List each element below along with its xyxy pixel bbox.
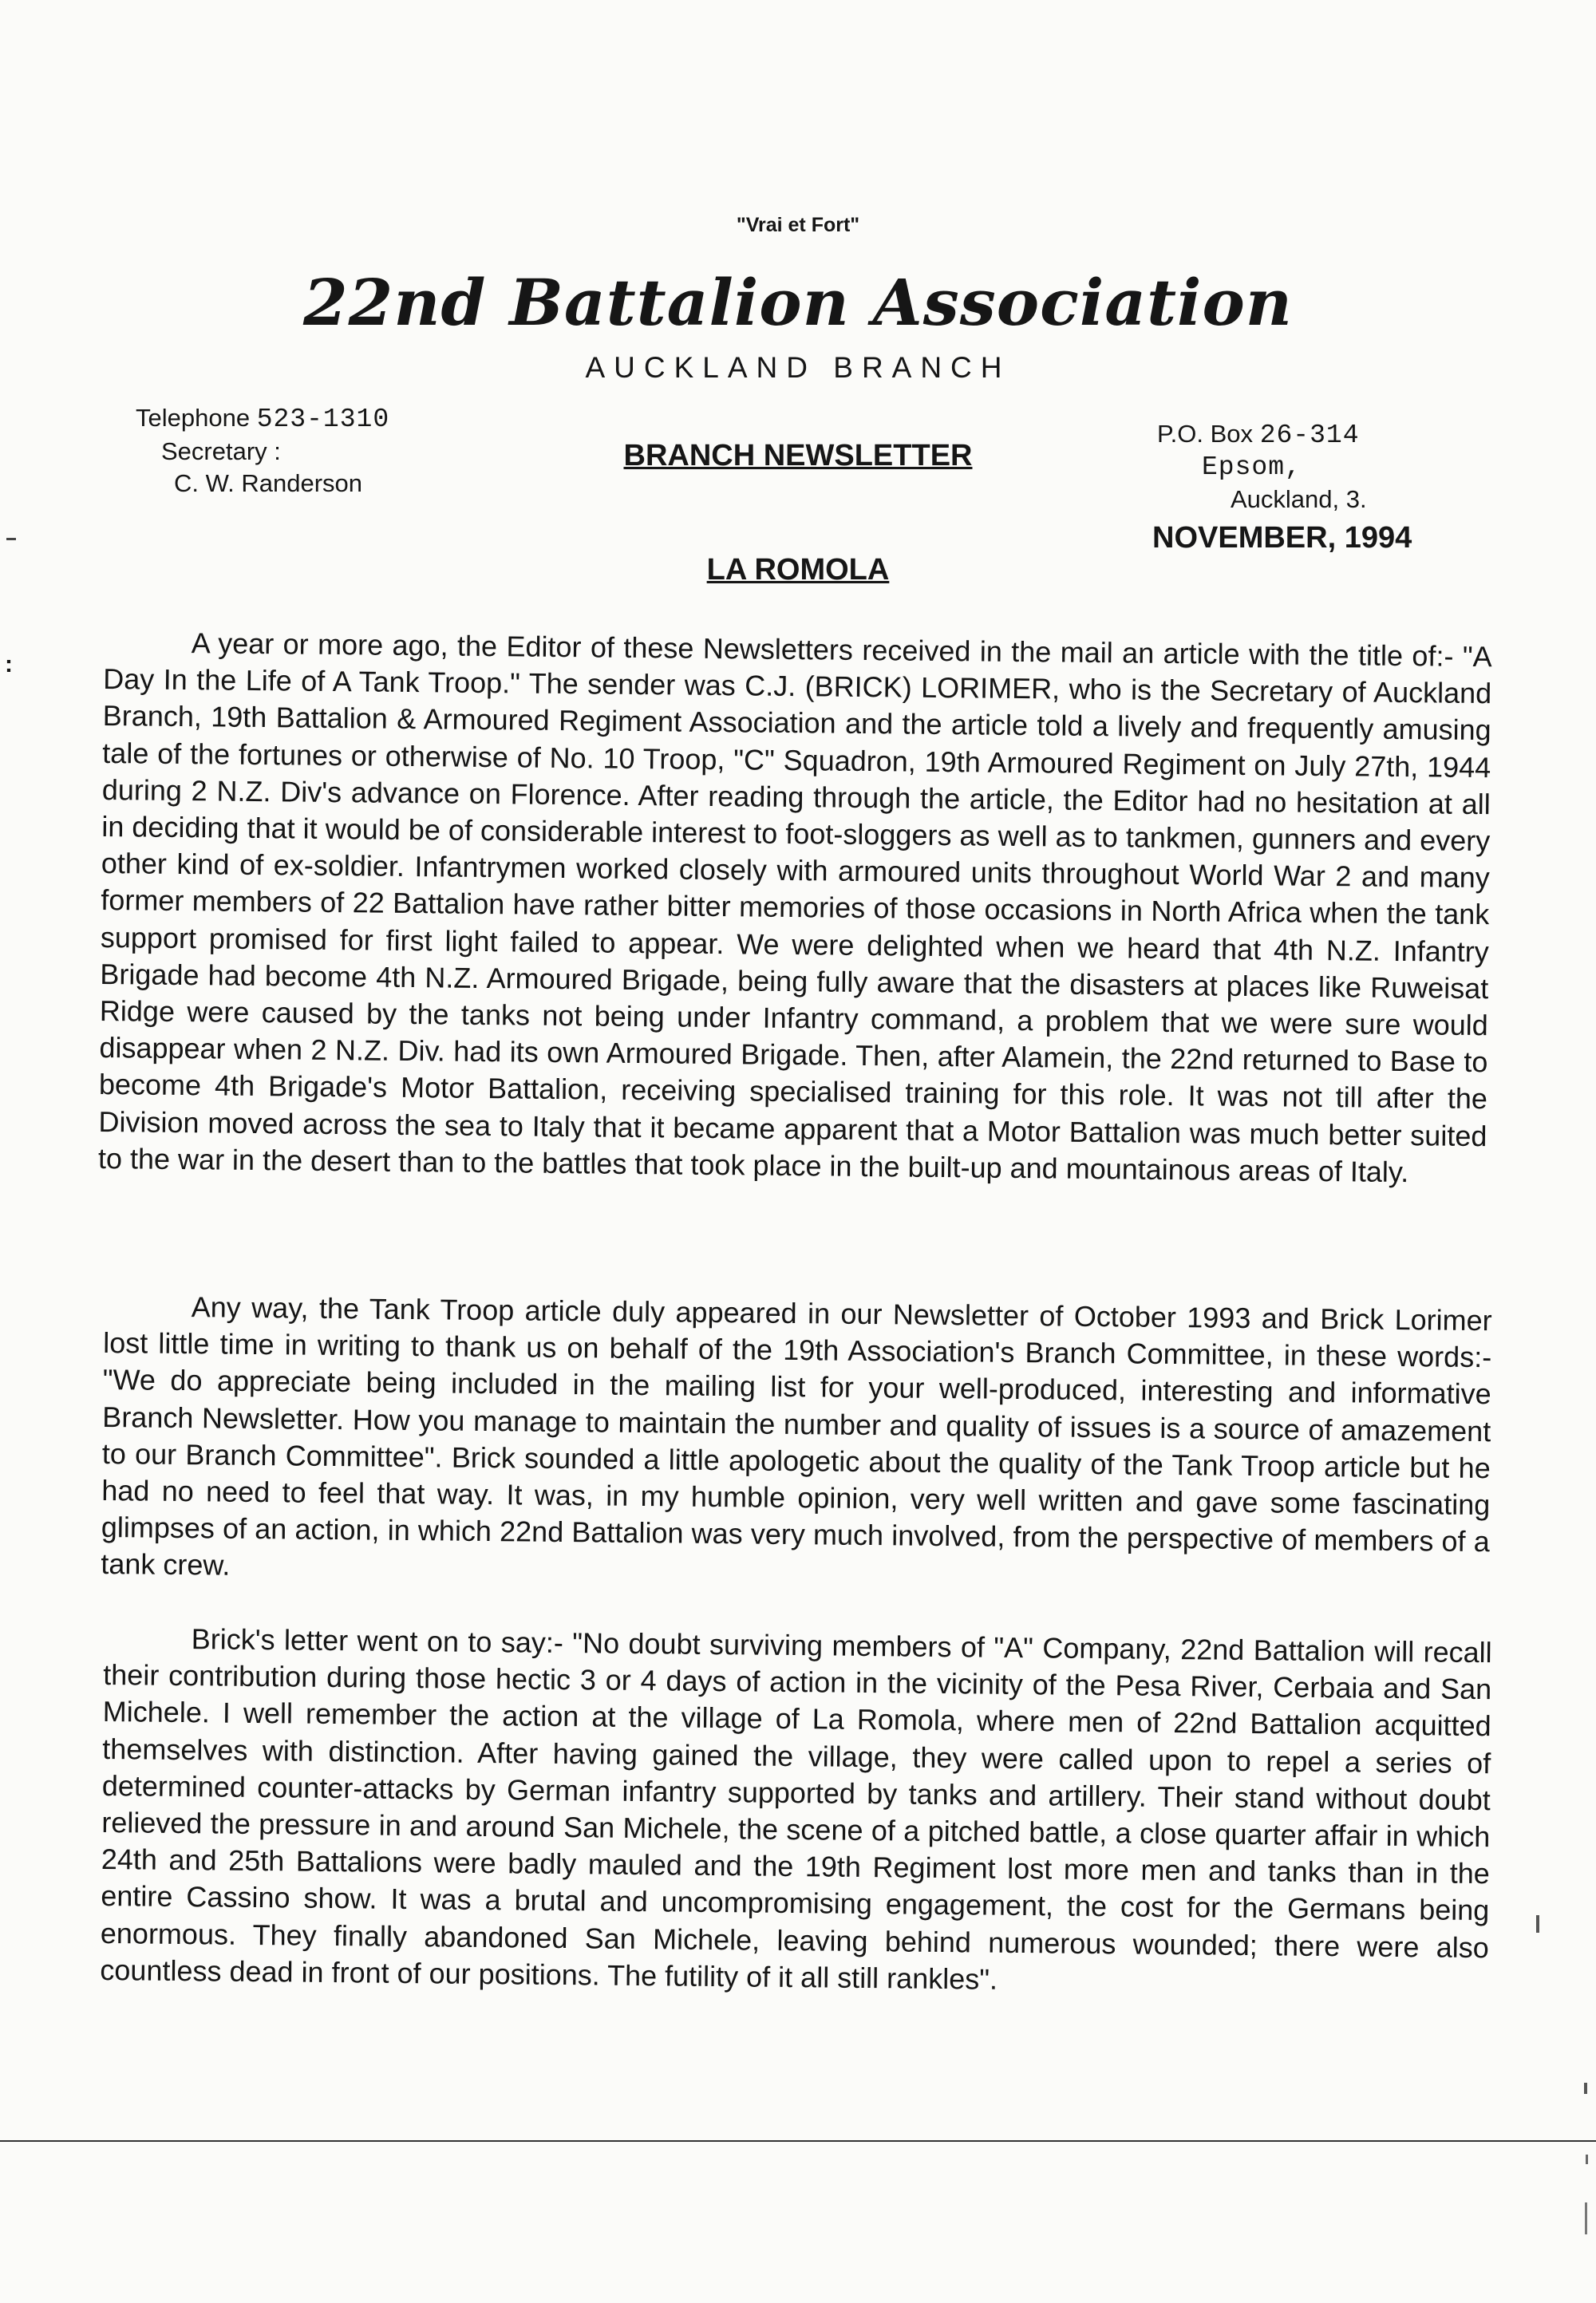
po-box-line xyxy=(1157,418,1367,452)
suburb: Epsom, xyxy=(1202,452,1302,482)
article-title: LA ROMOLA xyxy=(706,553,890,587)
po-box-number: 26-314 xyxy=(1259,421,1360,450)
po-box-label: P.O. Box xyxy=(1157,420,1254,448)
paragraph-text: Brick's letter went on to say:- "No doubt surviving members of "A" Company, 22nd Battalion will recall their contribution during those hectic 3 or 4 days of action in the vicinity of the Pesa River, Cerbaia and San Michele. I well remember the action at the village of La Romola, where men of 22nd Battalion acquitted themselves with distinction. After having gained the village, they were called upon to repel a series of determined counter-attacks by German infantry supported by tanks and artillery. Their stand without doubt relieved the pressure in and around San Michele, the scene of a pitched battle, a close quarter affair in which 24th and 25th Battalions were badly mauled and the 19th Regiment lost more men and tanks than in the entire Cassino show. It was a brutal and uncompromising engagement, the cost for the Germans being enormous. They finally abandoned San Michele, leaving behind numerous wounded; there were also countless dead in front of our positions. The futility of it all still rankles". xyxy=(100,1622,1492,1996)
scan-speck xyxy=(1584,2083,1587,2094)
motto: "Vrai et Fort" xyxy=(736,214,860,236)
scan-speck xyxy=(1536,1915,1539,1933)
city: Auckland, 3. xyxy=(1231,485,1367,513)
paragraph-text: Any way, the Tank Troop article duly appeared in our Newsletter of October 1993 and Brick Lorimer lost little time in writing to thank us on behalf of the 19th Association's Branch Committee, in these words:- "We do appreciate being included in the mailing list for your well-produced, interesting and informative Branch Newsletter. How you manage to maintain the number and quality of issues is a source of amazement to our Branch Committee". Brick sounded a little apologetic about the quality of the Tank Troop article but he had no need to feel that way. It was, in my humble opinion, very well written and gave some fascinating glimpses of an action, in which 22nd Battalion was very much involved, from the perspective of members of a tank crew. xyxy=(101,1290,1492,1582)
branch-name: AUCKLAND BRANCH xyxy=(585,351,1011,384)
issue-date: NOVEMBER, 1994 xyxy=(1152,521,1412,555)
scan-speck xyxy=(1585,2202,1587,2234)
article-paragraph-1 xyxy=(98,624,1492,1191)
telephone-number: 523-1310 xyxy=(256,405,390,434)
newsletter-heading: BRANCH NEWSLETTER xyxy=(623,439,973,472)
article-paragraph-3 xyxy=(100,1620,1492,2003)
bottom-rule xyxy=(0,2140,1596,2142)
margin-tick xyxy=(6,538,16,540)
telephone-line xyxy=(136,402,389,436)
paragraph-text: A year or more ago, the Editor of these Newsletters received in the mail an article with the title of:- "A Day In the Life of A Tank Troop." The sender was C.J. (BRICK) LORIMER, who is the Secretary of Auckland Branch, 19th Battalion & Armoured Regiment Association and the article told a lively and frequently amusing tale of the fortunes or otherwise of No. 10 Troop, "C" Squadron, 19th Armoured Regiment on July 27th, 1944 during 2 N.Z. Div's advance on Florence. After reading through the article, the Editor had no hesitation at all in deciding that it would be of considerable interest to foot-sloggers as well as to tankmen, gunners and every other kind of ex-soldier. Infantrymen worked closely with armoured units throughout World War 2 and many former members of 22 Battalion have rather bitter memories of those occasions in North Africa when the tank support promised for first light failed to appear. We were delighted when we heard that 4th N.Z. Infantry Brigade had become 4th N.Z. Armoured Brigade, being fully aware that the disasters at places like Ruweisat Ridge were caused by the tanks not being under Infantry command, a problem that we were sure would disappear when 2 N.Z. Div. had its own Armoured Brigade. Then, after Alamein, the 22nd returned to Base to become 4th Brigade's Motor Battalion, receiving specialised training for this role. It was not till after the Division moved across the sea to Italy that it became apparent that a Motor Battalion was much better suited to the war in the desert than to the battles that took place in the built-up and mountainous areas of Italy. xyxy=(97,626,1492,1189)
association-title: 22nd Battalion Association xyxy=(303,265,1293,340)
secretary-name: C. W. Randerson xyxy=(174,469,363,497)
telephone-label: Telephone xyxy=(136,404,251,432)
address-block xyxy=(1157,418,1367,516)
margin-colon: : xyxy=(5,651,13,677)
scan-speck xyxy=(1586,2155,1588,2164)
secretary-label: Secretary : xyxy=(161,437,281,465)
article-paragraph-2 xyxy=(101,1288,1492,1598)
